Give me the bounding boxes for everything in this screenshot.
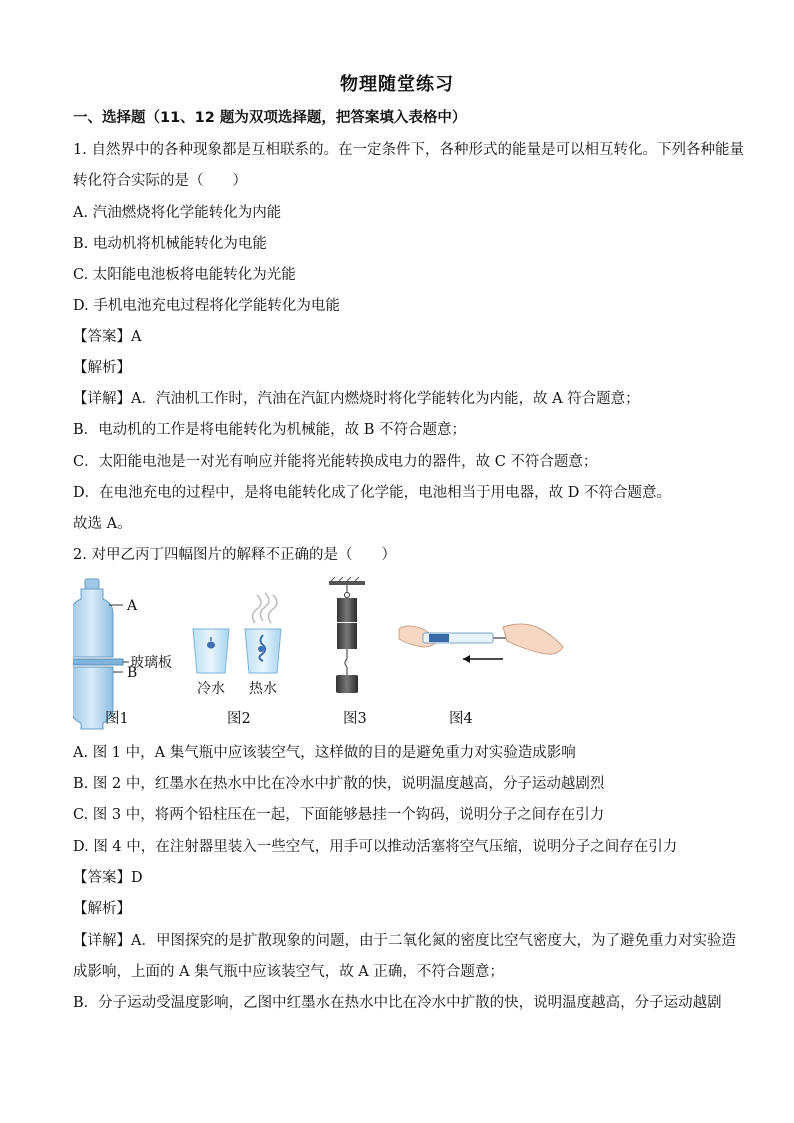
q1-detail-a: 【详解】A．汽油机工作时，汽油在汽缸内燃烧时将化学能转化为内能，故 A 符合题意； xyxy=(73,391,640,407)
q1-answer: 【答案】A xyxy=(73,329,142,345)
q2-stem: 2. 对甲乙丙丁四幅图片的解释不正确的是（ ） xyxy=(73,547,396,563)
q1-detail-c: C．太阳能电池是一对光有响应并能将光能转换成电力的器件，故 C 不符合题意； xyxy=(73,454,598,470)
q1-analysis-label: 【解析】 xyxy=(73,360,131,376)
q2-figures xyxy=(73,577,593,732)
q2-option-a: A. 图 1 中，A 集气瓶中应该装空气，这样做的目的是避免重力对实验造成影响 xyxy=(73,745,576,761)
fig4-caption: 图4 xyxy=(449,711,473,727)
q2-detail-line3: B．分子运动受温度影响，乙图中红墨水在热水中比在冷水中扩散的快，说明温度越高，分子运动越剧 xyxy=(73,995,722,1011)
q1-option-a: A. 汽油燃烧将化学能转化为内能 xyxy=(73,205,282,221)
fig1-label-b: B xyxy=(127,665,138,681)
page-title: 物理随堂练习 xyxy=(340,74,454,95)
fig1-label-a: A xyxy=(127,598,138,614)
fig2-hot-water-label: 热水 xyxy=(249,681,277,697)
fig2-cold-water-label: 冷水 xyxy=(197,681,225,697)
fig1-caption: 图1 xyxy=(105,711,129,727)
q1-stem-line2: 转化符合实际的是（ ） xyxy=(73,173,247,189)
q1-stem-line1: 1. 自然界中的各种现象都是互相联系的。在一定条件下，各种形式的能量是可以相互转化。下列各种能量 xyxy=(73,142,744,158)
fig1-gas-bottles xyxy=(73,579,129,729)
q2-answer: 【答案】D xyxy=(73,870,143,886)
fig4-syringe xyxy=(399,624,563,663)
fig3-caption: 图3 xyxy=(343,711,367,727)
q2-analysis-label: 【解析】 xyxy=(73,901,131,917)
q2-detail-line1: 【详解】A．甲图探究的是扩散现象的问题，由于二氧化氮的密度比空气密度大，为了避免重力对实验造 xyxy=(73,933,736,949)
q1-option-b: B. 电动机将机械能转化为电能 xyxy=(73,236,267,252)
q1-option-d: D. 手机电池充电过程将化学能转化为电能 xyxy=(73,298,340,314)
q2-figures-illustration xyxy=(73,577,593,732)
q1-detail-b: B．电动机的工作是将电能转化为机械能，故 B 不符合题意； xyxy=(73,422,467,438)
fig2-caption: 图2 xyxy=(227,711,251,727)
q2-detail-line2: 成影响，上面的 A 集气瓶中应该装空气，故 A 正确，不符合题意； xyxy=(73,964,504,980)
q1-conclusion: 故选 A。 xyxy=(73,516,132,532)
fig2-cups xyxy=(193,593,281,673)
fig1-label-glass: 玻璃板 xyxy=(130,655,172,671)
q2-option-b: B. 图 2 中，红墨水在热水中比在冷水中扩散的快，说明温度越高，分子运动越剧烈 xyxy=(73,776,605,792)
q1-detail-d: D．在电池充电的过程中，是将电能转化成了化学能，电池相当于用电器，故 D 不符合题意。 xyxy=(73,485,671,501)
section-heading: 一、选择题（11、12 题为双项选择题，把答案填入表格中） xyxy=(73,110,467,126)
q2-option-d: D. 图 4 中，在注射器里装入一些空气，用手可以推动活塞将空气压缩，说明分子之间存在引力 xyxy=(73,839,678,855)
q2-option-c: C. 图 3 中，将两个铅柱压在一起，下面能够悬挂一个钩码，说明分子之间存在引力 xyxy=(73,807,605,823)
fig3-lead-cylinders xyxy=(329,577,365,693)
q1-option-c: C. 太阳能电池板将电能转化为光能 xyxy=(73,267,296,283)
